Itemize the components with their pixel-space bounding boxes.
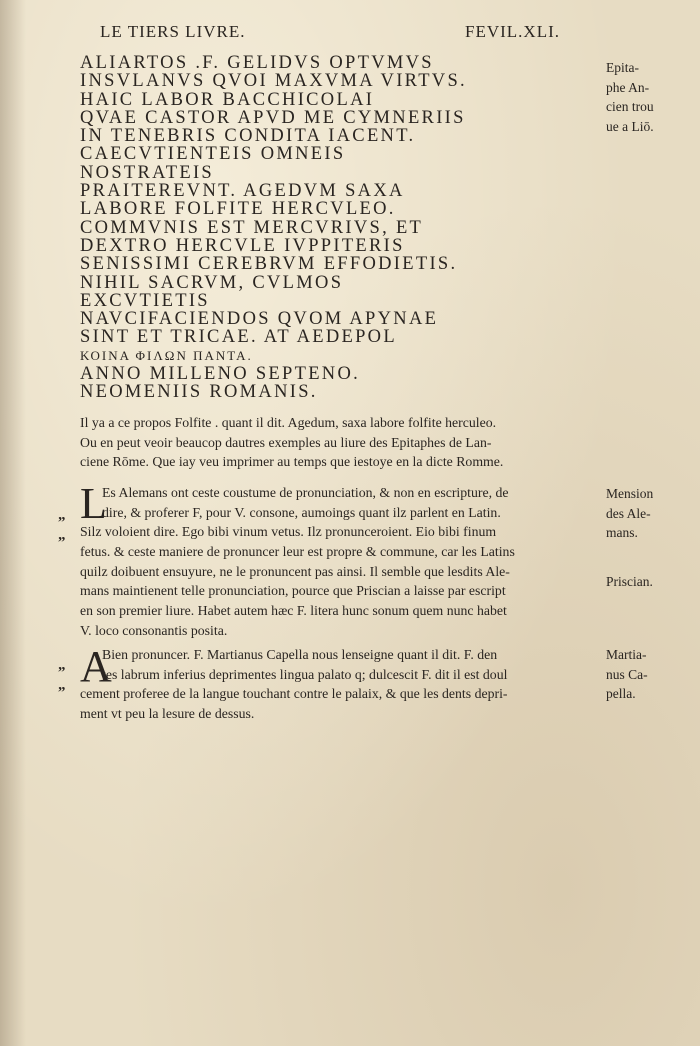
text-line: ment vt peu la lesure de dessus.: [80, 706, 255, 722]
paragraph-alemans: [80, 479, 610, 641]
epitaph-line: LABORE FOLFITE HERCVLEO.: [80, 199, 396, 220]
text-line: fetus. & ceste maniere de pronuncer leur est propre & commune, car les Latins: [80, 544, 515, 560]
margin-note-line: phe An-: [606, 79, 650, 95]
margin-note-line: mans.: [606, 525, 638, 540]
epitaph-line: QVAE CASTOR APVD ME CYMNERIIS: [80, 107, 466, 128]
epitaph-line: SENISSIMI CEREBRVM EFFODIETIS.: [80, 254, 458, 275]
epitaph-line: SINT ET TRICAE. AT AEDEPOL: [80, 327, 397, 348]
epitaph-line: IN TENEBRIS CONDITA IACENT.: [80, 126, 416, 147]
quote-mark: „: [58, 526, 66, 543]
text-line: V. loco consonantis posita.: [80, 622, 228, 638]
text-line: Es Alemans ont ceste coustume de pronunciation, & non en escripture, de: [102, 485, 509, 500]
running-head-title: LE TIERS LIVRE.: [100, 22, 246, 41]
epitaph-line: ANNO MILLENO SEPTENO.: [80, 364, 361, 385]
margin-note-line: pella.: [606, 686, 636, 701]
text-line: dire, & proferer F, pour V. consone, aumoings quant ilz parlent en Latin.: [102, 504, 501, 520]
margin-note-line: Martia-: [606, 647, 647, 662]
quote-mark: „: [58, 676, 66, 693]
dropcap-l: L: [80, 479, 107, 528]
epitaph-greek-line: ΚΟΙΝΑ ΦΙΛΩΝ ΠΑΝΤΑ.: [80, 347, 253, 363]
quote-marks-alemans: [58, 506, 66, 545]
epitaph-line: EXCVTIETIS: [80, 290, 210, 311]
margin-note-line: ue a Liō.: [606, 118, 654, 134]
epitaph-line: NEOMENIIS ROMANIS.: [80, 382, 318, 403]
text-line: mans maintienent telle pronunciation, pource que Priscian a laisse par escript: [80, 583, 506, 599]
margin-note-line: nus Ca-: [606, 666, 648, 682]
epitaph-line: HAIC LABOR BACCHICOLAI: [80, 89, 375, 110]
text-line: quilz doibuent ensuyure, ne le pronuncent pas ainsi. Il semble que lesdits Ale-: [80, 563, 510, 579]
margin-note-line: des Ale-: [606, 505, 651, 521]
margin-note-line: Mension: [606, 486, 654, 501]
dropcap-a: A: [80, 642, 112, 691]
margin-note-line: Priscian.: [606, 574, 653, 589]
margin-note-martianus: [606, 645, 698, 704]
margin-note-epitaphe: [606, 58, 698, 136]
gutter-shadow: [0, 0, 26, 1046]
epitaph-line: CAECVTIENTEIS OMNEIS: [80, 144, 346, 165]
epitaph-line: PRAITEREVNT. AGEDVM SAXA: [80, 181, 405, 202]
text-line: cement proferee de la langue touchant contre le palaix, & que les dents depri-: [80, 686, 508, 702]
text-line: Silz voloient dire. Ego bibi vinum vetus. Ilz pronunceroient. Eio bibi finum: [80, 524, 497, 540]
epitaph-line: DEXTRO HERCVLE IVPPITERIS: [80, 235, 405, 256]
epitaph-line: INSVLANVS QVOI MAXVMA VIRTVS.: [80, 71, 467, 92]
epitaph-line: NAVCIFACIENDOS QVOM APYNAE: [80, 309, 439, 330]
quote-marks-martianus: [58, 656, 66, 695]
running-head: [100, 22, 560, 46]
text-line: Il ya a ce propos Folfite . quant il dit. Agedum, saxa labore folfite herculeo.: [80, 415, 497, 430]
margin-note-line: Epita-: [606, 60, 639, 75]
epitaph-line: NIHIL SACRVM, CVLMOS: [80, 272, 344, 293]
quote-mark: „: [58, 507, 66, 523]
text-line: ciene Rōme. Que iay veu imprimer au temps que iestoye en la dicte Romme.: [80, 454, 504, 470]
epitaph-line: NOSTRATEIS: [80, 162, 215, 183]
paragraph-folfite: [80, 413, 610, 472]
text-line: Bien pronuncer. F. Martianus Capella nous lenseigne quant il dit. F. den: [102, 647, 498, 662]
margin-note-priscian: [606, 572, 698, 592]
text-line: en son premier liure. Habet autem hæc F. litera hunc sonum quem nunc habet: [80, 603, 507, 619]
epitaph-line: COMMVNIS EST MERCVRIVS, ET: [80, 217, 424, 238]
epitaph-inscription: [80, 54, 600, 402]
paragraph-martianus: [80, 642, 610, 724]
quote-mark: „: [58, 657, 66, 673]
show-through-bleed: [80, 740, 600, 1000]
folio-number: FEVIL.XLI.: [465, 22, 560, 41]
epitaph-line: ALIARTOS .F. GELIDVS OPTVMVS: [80, 53, 434, 73]
text-line: tes labrum inferius deprimentes lingua palato q; dulcescit F. dit il est doul: [102, 666, 508, 682]
margin-note-line: cien trou: [606, 99, 654, 114]
margin-note-mension: [606, 484, 698, 543]
text-line: Ou en peut veoir beaucop dautres exemples au liure des Epitaphes de Lan-: [80, 434, 492, 450]
